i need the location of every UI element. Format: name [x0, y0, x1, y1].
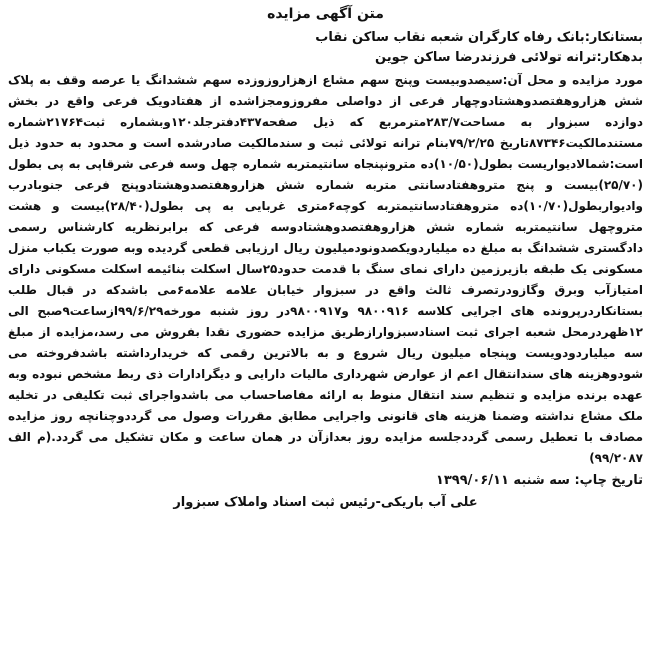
- debtor-value: ترانه تولائی فرزندرضا ساکن جوین: [375, 50, 597, 65]
- print-date-value: سه شنبه ۱۳۹۹/۰۶/۱۱: [435, 473, 570, 488]
- creditor-line: [8, 28, 643, 48]
- notice-body: مورد مزایده و محل آن:سیصدوبیست وپنج سهم مشاع ازهزاروزوزده سهم ششدانگ یا عرصه وقف به پلاک شش هزاروهفتصدوهشتادوچهار فرعی از دواصلی مفروزومجزاشده از هفتادویک فرعی واقع در بخش دوازده سبزوار به مساحت۲۸۳/۷مترمربع که ذیل صفحه۴۳۷دفترجلد۱۲۰وبشماره ثبت۲۱۷۶۴شماره مستندمالکیت۸۷۳۴۶تاریخ ۷۹/۲/۲۵بنام ترانه تولائی ثبت و سندمالکیت صادرشده است و محدود به حدود ذیل است:شمالادیواریست بطول(۱۰/۵۰)ده مترونپنجاه سانتیمتربه شماره چهل وسه فرعی شرقاپی به پی بطول (۲۵/۷۰)بیست و پنج متروهفتادسانتی متربه شماره شش هزاروهفتصدوهشتادوپنج فرعی جنوبادرب وادیواربطول(۱۰/۷۰)ده متروهفتادسانتیمتربه کوچه۶متری غربایی به پی بطول(۲۸/۴۰)بیست و هشت متروچهل سانتیمتربه شماره شش هزاروهفتصدوهشتادوسه فرعی که برابرنظریه کارشناس رسمی دادگستری ششدانگ به مبلغ ده میلیاردویکصدونودمیلیون ریال ارزیابی قطعی گردیده وبه صورت یکباب منزل مسکونی یک طبقه بازیرزمین دارای نمای سنگ با قدمت حدود۲۵سال اسکلت بنائیمه اسکلت مسکونی دارای امتیازآب وبرق وگازودرتصرف ثالث واقع در سبزوار خیابان علامه علامه۶می باشدکه در قبال طلب بستانکاردرپرونده های اجرایی کلاسه ۹۸۰۰۹۱۶ و۹۸۰۰۹۱۷در روز شنبه مورخه۹۹/۶/۲۹ازساعت۹صبح الی ۱۲ظهردرمحل شعبه اجرای ثبت اسنادسبزوارازطریق مزایده حضوری نقدا بفروش می رسد،مزایده از مبلغ سه میلیاردودویست وپنجاه میلیون ریال شروع و به بالاترین رقمی که خریدارداشته باشدفروخته می شودوهزینه های سندانتقال اعم از عوارض شهرداری مالیات دارایی و دیگرادارات ذی ربط مشخص نبوده وبه عهده برنده مزایده و تنظیم سند انتقال منوط به ارائه مفاصاحساب می باشدواجرای ثبت تکلیفی در تخلیه ملک مشاع نداشته وضمنا هزینه های قانونی واجرایی مطابق مقررات وصول می گرددوچنانچه روز مزایده مصادف با تعطیل رسمی گرددجلسه مزایده روز بعدازآن در همان ساعت و مکان تشکیل می گردد.(م الف ۹۹/۲۰۸۷): [8, 73, 644, 465]
- debtor-label: بدهکار:: [596, 50, 643, 65]
- print-date-line: [8, 471, 643, 491]
- creditor-label: بستانکار:: [584, 30, 643, 45]
- creditor-value: بانک رفاه کارگران شعبه نقاب ساکن نقاب: [315, 30, 585, 45]
- debtor-line: [8, 48, 643, 68]
- notice-title: متن آگهی مزایده: [267, 6, 384, 22]
- print-date-label: تاریخ چاپ:: [574, 473, 643, 488]
- signature: علی آب باریکی-رئیس ثبت اسناد واملاک سبزوار: [173, 495, 478, 510]
